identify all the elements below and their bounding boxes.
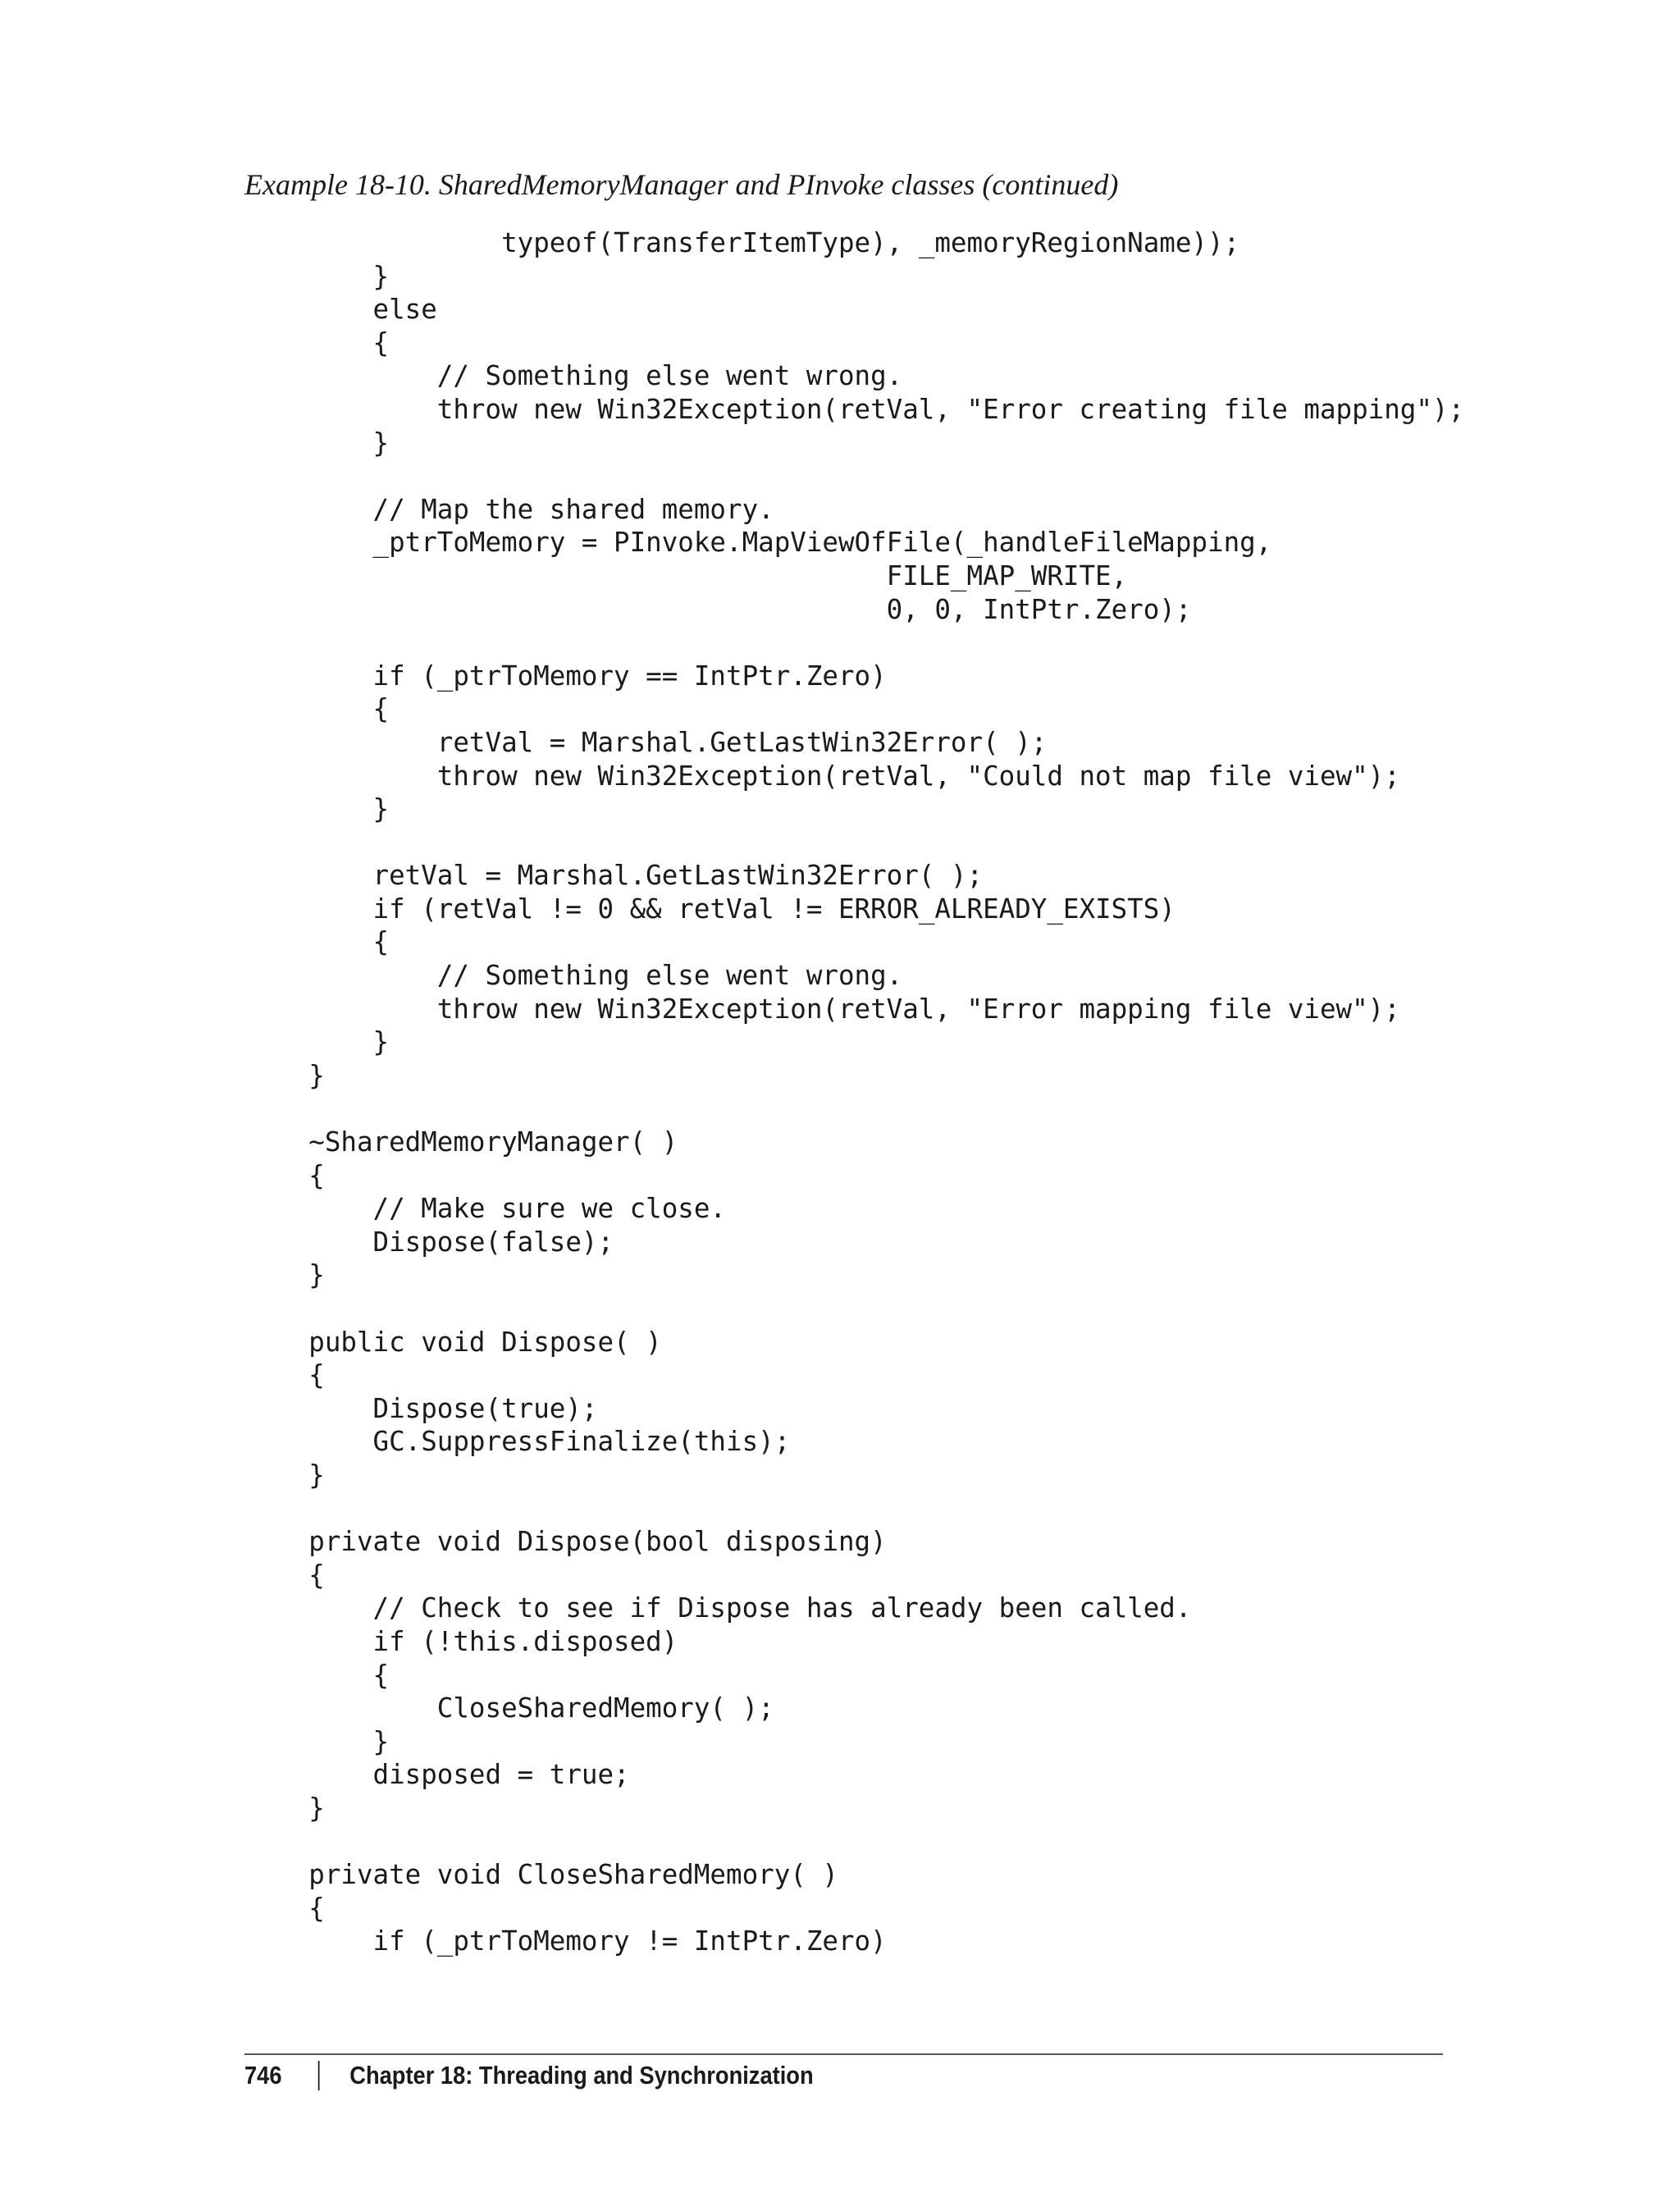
code-line: // Something else went wrong. xyxy=(244,360,903,392)
chapter-title: Chapter 18: Threading and Synchronization xyxy=(349,2061,814,2090)
code-line: } xyxy=(244,793,390,825)
code-line: } xyxy=(244,1792,325,1824)
code-line: disposed = true; xyxy=(244,1759,630,1791)
footer-separator xyxy=(318,2061,320,2090)
page-footer xyxy=(244,2061,814,2090)
code-line: { xyxy=(244,1359,325,1391)
code-line: else xyxy=(244,294,437,326)
code-line: } xyxy=(244,260,390,292)
code-line: CloseSharedMemory( ); xyxy=(244,1692,774,1724)
code-line: throw new Win32Exception(retVal, "Could not map file view"); xyxy=(244,760,1400,792)
code-line: { xyxy=(244,1659,390,1691)
code-line: private void Dispose(bool disposing) xyxy=(244,1526,887,1558)
code-line: { xyxy=(244,1559,325,1591)
code-line: FILE_MAP_WRITE, xyxy=(244,559,1128,591)
code-listing xyxy=(244,226,1464,1958)
code-line: { xyxy=(244,926,390,958)
code-line: // Make sure we close. xyxy=(244,1193,726,1225)
code-line: } xyxy=(244,1459,325,1491)
code-line xyxy=(244,1492,1464,1526)
code-line: GC.SuppressFinalize(this); xyxy=(244,1426,791,1458)
code-line: Dispose(false); xyxy=(244,1226,614,1258)
code-line xyxy=(244,1825,1464,1859)
code-line: } xyxy=(244,1725,390,1757)
code-line: { xyxy=(244,1159,325,1191)
code-line xyxy=(244,626,1464,660)
code-line: } xyxy=(244,1059,325,1091)
code-line: private void CloseSharedMemory( ) xyxy=(244,1859,838,1891)
code-line: typeof(TransferItemType), _memoryRegionName)); xyxy=(244,227,1240,258)
code-line: throw new Win32Exception(retVal, "Error mapping file view"); xyxy=(244,993,1400,1025)
code-line: // Check to see if Dispose has already been called. xyxy=(244,1592,1192,1624)
code-line: if (_ptrToMemory != IntPtr.Zero) xyxy=(244,1925,887,1957)
code-line: if (!this.disposed) xyxy=(244,1625,678,1657)
code-line: // Map the shared memory. xyxy=(244,493,774,525)
code-line xyxy=(244,459,1464,493)
code-line: if (_ptrToMemory == IntPtr.Zero) xyxy=(244,660,887,692)
code-line: } xyxy=(244,427,390,459)
code-line: } xyxy=(244,1026,390,1058)
code-line: ~SharedMemoryManager( ) xyxy=(244,1126,678,1158)
code-line: { xyxy=(244,327,390,359)
code-line: { xyxy=(244,693,390,725)
code-line: public void Dispose( ) xyxy=(244,1326,662,1358)
code-line xyxy=(244,1292,1464,1326)
example-caption: Example 18-10. SharedMemoryManager and PInvoke classes (continued) xyxy=(244,168,1119,201)
code-line: throw new Win32Exception(retVal, "Error creating file mapping"); xyxy=(244,393,1465,425)
code-line: retVal = Marshal.GetLastWin32Error( ); xyxy=(244,726,1048,758)
code-line: 0, 0, IntPtr.Zero); xyxy=(244,593,1192,625)
code-line: // Something else went wrong. xyxy=(244,960,903,992)
code-line xyxy=(244,826,1464,860)
code-line xyxy=(244,1092,1464,1126)
footer-rule xyxy=(244,2053,1443,2055)
code-line: if (retVal != 0 && retVal != ERROR_ALREADY_EXISTS) xyxy=(244,893,1176,925)
code-line: retVal = Marshal.GetLastWin32Error( ); xyxy=(244,860,984,892)
code-line: { xyxy=(244,1892,325,1924)
code-line: Dispose(true); xyxy=(244,1392,598,1424)
code-line: _ptrToMemory = PInvoke.MapViewOfFile(_handleFileMapping, xyxy=(244,527,1272,559)
code-line: } xyxy=(244,1259,325,1291)
page-number: 746 xyxy=(244,2061,282,2090)
